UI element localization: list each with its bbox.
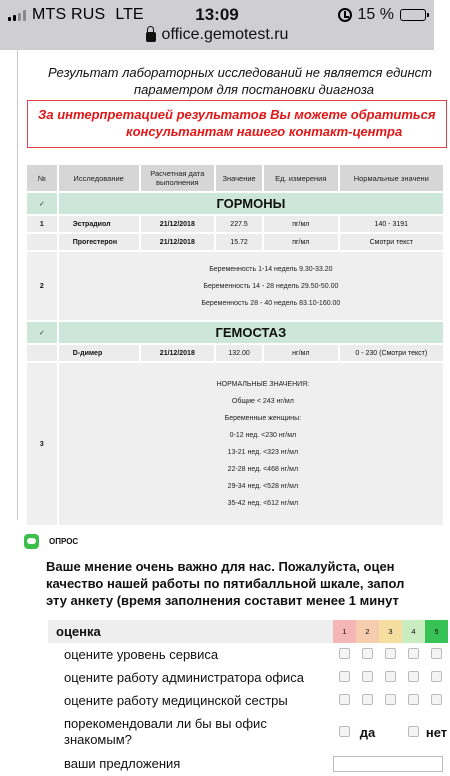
row-number: 2 [26, 251, 58, 321]
note-line: НОРМАЛЬНЫЕ ЗНАЧЕНИЯ: [216, 381, 310, 388]
note-row [26, 251, 444, 321]
rating-row [48, 689, 448, 712]
score-header: 3 [379, 620, 402, 643]
score-checkbox[interactable] [362, 694, 373, 705]
score-checkbox[interactable] [385, 671, 396, 682]
yes-checkbox[interactable] [339, 726, 350, 737]
test-norm: Смотри текст [339, 233, 444, 251]
disclaimer-line: параметром для постановки диагноза [134, 82, 374, 97]
note-line: 22-28 нед. <468 нг/мл [227, 466, 299, 473]
note-line: Общие < 243 нг/мл [231, 398, 294, 405]
score-checkbox[interactable] [408, 648, 419, 659]
note-line: 0-12 нед. <230 нг/мл [229, 432, 297, 439]
score-header: 5 [425, 620, 448, 643]
note-text [58, 362, 444, 526]
consultation-notice [27, 100, 447, 148]
chat-icon [24, 534, 39, 549]
test-value: 132.00 [215, 344, 263, 362]
group-title: ГОРМОНЫ [58, 192, 444, 215]
test-date: 21/12/2018 [140, 215, 216, 233]
lock-icon [146, 32, 156, 42]
column-header: № [26, 164, 58, 192]
consultation-line: консультантам нашего контакт-центра [126, 124, 403, 139]
survey-intro-line: эту анкету (время заполнения составит менее 1 минут [46, 593, 399, 608]
rating-header [48, 620, 448, 643]
score-checkbox[interactable] [408, 694, 419, 705]
survey-intro [46, 558, 404, 609]
disclaimer [30, 64, 450, 98]
score-checkbox[interactable] [431, 671, 442, 682]
row-number [26, 344, 58, 362]
url-text[interactable]: office.gemotest.ru [161, 26, 289, 43]
table-header [26, 164, 444, 192]
results-table [25, 163, 445, 527]
row-number: 3 [26, 362, 58, 526]
score-checkbox[interactable] [362, 671, 373, 682]
checkmark-icon[interactable]: ✓ [26, 321, 58, 344]
group-title: ГЕМОСТАЗ [58, 321, 444, 344]
survey-intro-line: качество нашей работы по пятибалльной шкале, запол [46, 576, 405, 591]
score-checkbox[interactable] [431, 648, 442, 659]
page-content [0, 50, 448, 771]
divider [17, 50, 18, 520]
score-checkbox[interactable] [385, 648, 396, 659]
consultation-line: За интерпретацией результатов Вы можете обратиться [38, 107, 436, 122]
note-line: Беременность 1-14 недель 9.30-33.20 [209, 265, 333, 273]
battery-icon [400, 9, 426, 21]
alarm-icon [338, 8, 352, 22]
score-checkbox[interactable] [339, 648, 350, 659]
test-date: 21/12/2018 [140, 344, 216, 362]
column-header: Исследование [58, 164, 140, 192]
test-date: 21/12/2018 [140, 233, 216, 251]
question-line: порекомендовали ли бы вы офис [64, 716, 267, 731]
suggestions-row [48, 752, 448, 775]
row-number: 1 [26, 215, 58, 233]
note-line: 13-21 нед. <323 нг/мл [227, 449, 299, 456]
test-norm: 140 - 3191 [339, 215, 444, 233]
score-checkbox[interactable] [339, 671, 350, 682]
clock: 13:09 [195, 5, 239, 24]
rating-row [48, 643, 448, 666]
table-row [26, 215, 444, 233]
suggestions-input[interactable] [333, 756, 443, 772]
network-type: LTE [115, 6, 144, 23]
score-checkbox[interactable] [431, 694, 442, 705]
carrier-name: MTS RUS [32, 6, 106, 23]
column-header: Нормальные значени [339, 164, 444, 192]
note-text [58, 251, 444, 321]
group-row-hemostasis [26, 321, 444, 344]
score-checkbox[interactable] [362, 648, 373, 659]
rating-header-label: оценка [48, 620, 333, 643]
test-name: Эстрадиол [58, 215, 140, 233]
group-row-hormones [26, 192, 444, 215]
test-name: D-димер [58, 344, 140, 362]
recommend-row [48, 712, 448, 752]
test-unit: пг/мл [263, 215, 339, 233]
score-header: 2 [356, 620, 379, 643]
question-text [48, 712, 333, 752]
note-line: Беременность 28 - 40 недель 83.10-160.00 [201, 299, 341, 307]
score-header: 1 [333, 620, 356, 643]
column-header: Значение [215, 164, 263, 192]
row-number [26, 233, 58, 251]
no-checkbox[interactable] [408, 726, 419, 737]
note-line: 29-34 нед. <528 нг/мл [227, 483, 299, 490]
question-line: знакомым? [64, 732, 132, 747]
score-checkbox[interactable] [339, 694, 350, 705]
note-line: Беременные женщины: [224, 415, 302, 422]
checkmark-icon[interactable]: ✓ [26, 192, 58, 215]
test-name: Прогестерон [58, 233, 140, 251]
survey-section-header [24, 534, 78, 549]
status-right [338, 6, 426, 24]
note-row [26, 362, 444, 526]
question-text: оцените работу медицинской сестры [48, 689, 333, 712]
score-header: 4 [402, 620, 425, 643]
rating-row [48, 666, 448, 689]
url-bar[interactable] [0, 26, 434, 44]
test-value: 15.72 [215, 233, 263, 251]
note-line: 35-42 нед. <612 нг/мл [227, 500, 299, 507]
table-row [26, 233, 444, 251]
question-text: оцените работу администратора офиса [48, 666, 333, 689]
suggestions-label: ваши предложения [48, 752, 333, 775]
score-checkbox[interactable] [385, 694, 396, 705]
table-row [26, 344, 444, 362]
note-line: Беременность 14 - 28 недель 29.50-50.00 [203, 282, 339, 290]
yes-label: да [356, 712, 379, 752]
test-norm: 0 - 230 (Смотри текст) [339, 344, 444, 362]
rating-table [48, 620, 448, 776]
survey-label: ОПРОС [49, 537, 79, 546]
status-bar [0, 0, 434, 50]
survey-intro-line: Ваше мнение очень важно для нас. Пожалуйста, оцен [46, 559, 395, 574]
battery-percent: 15 % [357, 6, 394, 23]
no-label: нет [425, 712, 448, 752]
disclaimer-line: Результат лабораторных исследований не является единст [47, 65, 433, 80]
column-header: Ед. измерения [263, 164, 339, 192]
score-checkbox[interactable] [408, 671, 419, 682]
column-header: Расчетная дата выполнения [140, 164, 216, 192]
question-text: оцените уровень сервиса [48, 643, 333, 666]
test-unit: пг/мл [263, 233, 339, 251]
test-unit: нг/мл [263, 344, 339, 362]
test-value: 227.5 [215, 215, 263, 233]
